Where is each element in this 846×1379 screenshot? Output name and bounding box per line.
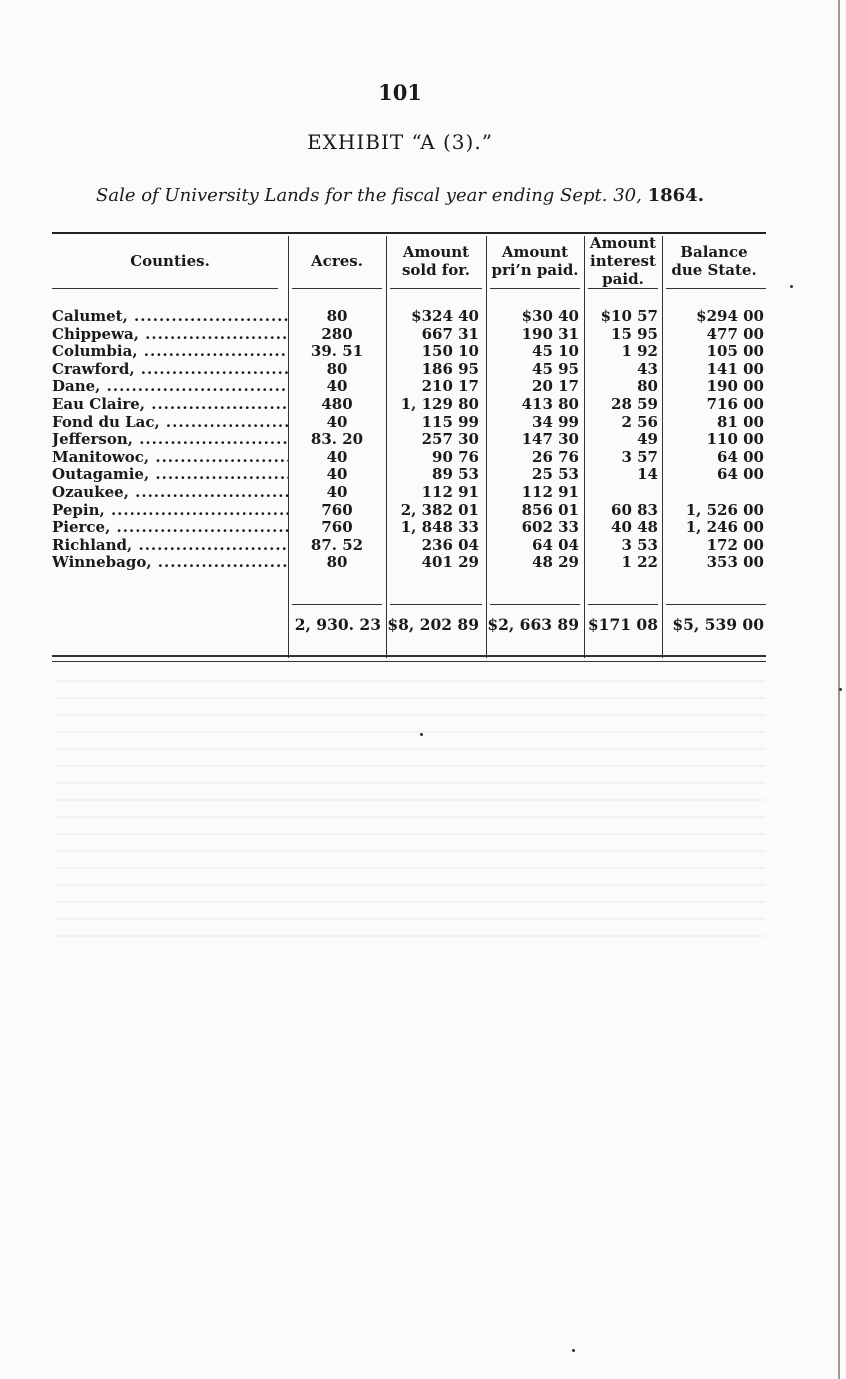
cell-balance: $294 00 [696,307,764,325]
county-name: Eau Claire, ..... [52,396,288,413]
table-row [52,519,766,537]
cell-sold: 150 10 [421,342,479,361]
table-top-rule [52,232,766,234]
cell-principal: 64 04 [532,535,579,554]
total-acres: 2, 930. 23 [294,615,381,634]
cell-interest: 3 57 [621,447,658,466]
header-amount-sold: Amount sold for. [401,243,471,279]
cell-acres: 83. 20 [310,430,364,449]
cell-interest: 40 48 [611,518,658,537]
cell-interest: 49 [637,430,658,449]
header-separator [52,288,278,289]
header-amount-principal: Amount pri’n paid. [491,243,579,279]
cell-interest [584,484,658,502]
cell-sold: 236 04 [421,535,479,554]
subtitle-year: 1864. [647,185,704,206]
county-name: Manitowoc, ..... [52,449,288,466]
cell-balance: 141 00 [706,359,764,378]
cell-county [52,484,288,502]
county-name: Chippewa, ..... [52,326,288,343]
total-principal: $2, 663 89 [487,615,579,634]
county-name: Winnebago, ..... [52,554,288,571]
cell-balance: 716 00 [706,395,764,413]
table-row [52,326,766,344]
header-separator [390,288,482,289]
county-name: Crawford, ..... [52,361,288,378]
cell-sold: 186 95 [421,359,479,378]
cell-principal: 45 10 [532,342,579,361]
subtitle-text: Sale of University Lands for the fiscal year ending Sept. 30, [96,185,642,206]
cell-principal: 48 29 [532,553,579,572]
cell-acres: 280 [321,324,353,343]
cell-acres: 40 [326,412,348,431]
cell-balance: 1, 246 00 [685,518,764,537]
header-separator [490,288,580,289]
cell-county [52,554,288,572]
cell-county [52,466,288,484]
table-row [52,537,766,555]
cell-sold: 112 91 [421,483,479,501]
cell-county [52,326,288,344]
cell-balance: 105 00 [706,342,764,361]
cell-balance: 1, 526 00 [685,500,764,519]
bottom-rule [52,655,766,657]
table-row [52,431,766,449]
cell-county [52,431,288,449]
header-separator [666,288,766,289]
header-amount-interest: Amount interest paid. [589,234,657,288]
cell-balance: 64 00 [717,465,764,484]
table-row [52,414,766,432]
ink-speck [839,688,842,691]
cell-sold: 257 30 [421,430,479,449]
cell-acres: 40 [326,465,348,484]
cell-sold: 2, 382 01 [400,500,479,519]
ink-speck [790,285,793,288]
cell-interest: 28 59 [611,395,658,413]
cell-principal: 602 33 [521,518,579,537]
cell-county [52,537,288,555]
cell-acres: 480 [321,395,353,413]
cell-acres: 40 [326,447,348,466]
cell-interest: 14 [637,465,658,484]
ink-speck [420,733,423,736]
cell-interest: 1 92 [621,342,658,361]
cell-acres: 39. 51 [310,342,364,361]
table-row [52,361,766,379]
bottom-rule [52,661,766,662]
county-name: Ozaukee, ..... [52,484,288,501]
county-name: Dane, ..... [52,378,288,395]
cell-principal: 190 31 [521,324,579,343]
cell-balance: 81 00 [717,412,764,431]
county-name: Columbia, ..... [52,343,288,360]
cell-principal: 25 53 [532,465,579,484]
header-counties: Counties. [130,252,210,270]
cell-principal: 20 17 [532,377,579,396]
cell-principal: 413 80 [521,395,579,413]
county-name: Jefferson, ..... [52,431,288,448]
cell-interest: 43 [637,359,658,378]
subtitle [0,185,800,206]
table-row [52,502,766,520]
totals-rule [292,604,382,605]
cell-principal: 112 91 [521,483,579,501]
cell-acres: 80 [326,359,348,378]
cell-county [52,308,288,326]
cell-interest: 15 95 [611,324,658,343]
county-name: Richland, ..... [52,537,288,554]
university-lands-table [52,228,766,658]
cell-county [52,396,288,414]
cell-county [52,378,288,396]
cell-balance: 110 00 [706,430,764,449]
cell-county [52,502,288,520]
cell-sold: 89 53 [432,465,479,484]
cell-principal: 45 95 [532,359,579,378]
cell-principal: 856 01 [521,500,579,519]
county-name: Fond du Lac, ..... [52,414,288,431]
totals-rule [490,604,580,605]
totals-row [52,616,766,634]
table-row [52,343,766,361]
table-row [52,484,766,502]
table-row [52,554,766,572]
table-row [52,378,766,396]
cell-county [52,361,288,379]
table-row [52,449,766,467]
cell-interest: 3 53 [621,535,658,554]
cell-acres: 760 [321,518,353,537]
cell-balance: 353 00 [706,553,764,572]
cell-principal: $30 40 [521,307,579,325]
county-name: Outagamie, ..... [52,466,288,483]
cell-principal: 147 30 [521,430,579,449]
county-name: Pepin, ..... [52,502,288,519]
cell-acres: 760 [321,500,353,519]
cell-balance: 64 00 [717,447,764,466]
cell-sold: 401 29 [421,553,479,572]
cell-balance [662,484,764,502]
total-sold: $8, 202 89 [387,615,479,634]
page-number: 101 [378,80,422,105]
cell-interest: 1 22 [621,553,658,572]
cell-county [52,414,288,432]
bleed-through-text [55,680,765,940]
cell-acres: 40 [326,483,348,501]
cell-balance: 190 00 [706,377,764,396]
totals-rule [390,604,482,605]
ink-speck [572,1349,575,1352]
total-interest: $171 08 [587,615,658,634]
cell-sold: 1, 129 80 [400,395,479,413]
cell-acres: 80 [326,553,348,572]
cell-acres: 80 [326,307,348,325]
totals-rule [588,604,658,605]
cell-county [52,343,288,361]
header-acres: Acres. [311,252,363,270]
cell-county [52,449,288,467]
cell-acres: 87. 52 [310,535,364,554]
header-separator [588,288,658,289]
county-name: Pierce, ..... [52,519,288,536]
cell-acres: 40 [326,377,348,396]
cell-sold: 90 76 [432,447,479,466]
totals-rule [666,604,766,605]
cell-sold: 667 31 [421,324,479,343]
cell-sold: 210 17 [421,377,479,396]
header-separator [292,288,382,289]
exhibit-title: EXHIBIT “A (3).” [307,130,493,154]
cell-sold: 1, 848 33 [400,518,479,537]
total-balance: $5, 539 00 [672,615,764,634]
table-row [52,308,766,326]
cell-sold: 115 99 [421,412,479,431]
cell-balance: 172 00 [706,535,764,554]
cell-principal: 34 99 [532,412,579,431]
table-row [52,396,766,414]
cell-principal: 26 76 [532,447,579,466]
cell-county [52,519,288,537]
cell-interest: 2 56 [621,412,658,431]
header-balance: Balance due State. [671,243,757,279]
county-name: Calumet, ..... [52,308,288,325]
cell-sold: $324 40 [411,307,479,325]
cell-balance: 477 00 [706,324,764,343]
table-row [52,466,766,484]
cell-interest: 60 83 [611,500,658,519]
cell-interest: 80 [637,377,658,396]
cell-interest: $10 57 [600,307,658,325]
